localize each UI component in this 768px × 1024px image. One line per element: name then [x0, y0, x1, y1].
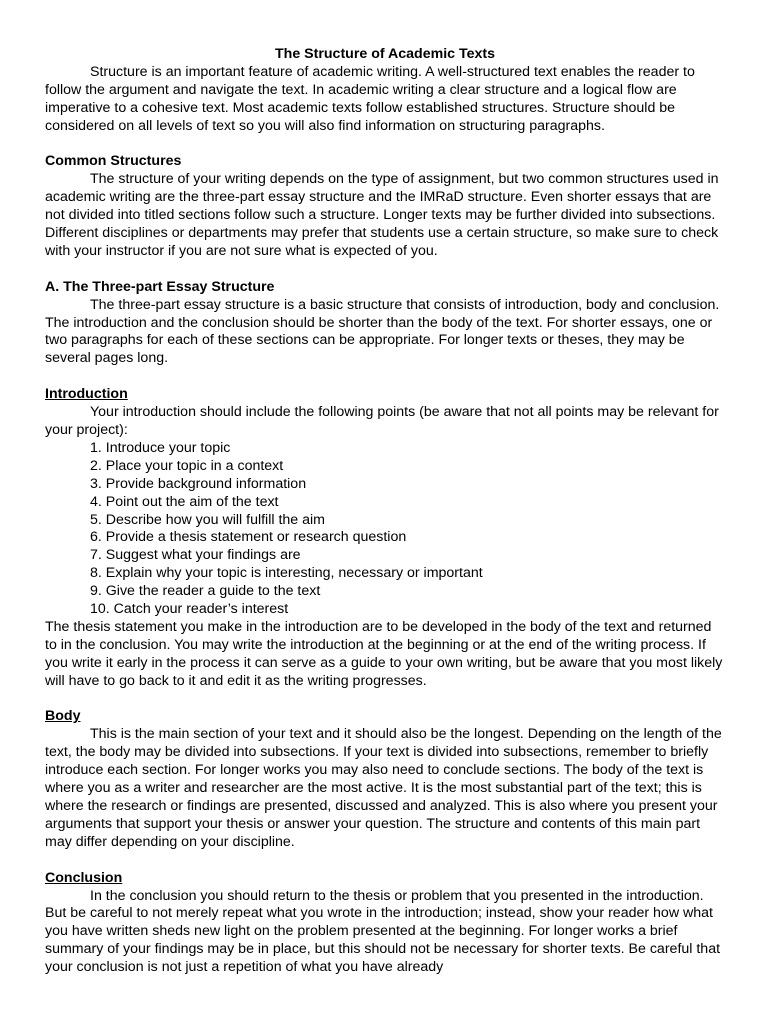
- spacer: [45, 691, 725, 709]
- spacer: [45, 261, 725, 279]
- body-heading: Body: [45, 708, 81, 725]
- three-part-heading: A. The Three-part Essay Structure: [45, 278, 275, 295]
- three-part-paragraph: The three-part essay structure is a basic structure that consists of introduction, body and conclusion. The introduction and the conclusion should be shorter than the body of the text. For shorter essays, one or two paragraphs for each of these sections can be appropriate. For longer texts or theses, they may be several pages long.: [45, 296, 720, 367]
- common-structures-heading: Common Structures: [45, 153, 182, 170]
- list-item: 1. Introduce your topic: [90, 439, 231, 456]
- list-item: 10. Catch your reader’s interest: [90, 601, 289, 618]
- introduction-after-paragraph: The thesis statement you make in the introduction are to be developed in the body of the text and returned to in the conclusion. You may write the introduction at the beginning or at the end of the writing process. If you write it early in the process it can serve as a guide to your own writing, but be aware that you most likely will have to go back to it and edit it as the writing progresses.: [45, 618, 723, 689]
- list-item: 6. Provide a thesis statement or research question: [90, 529, 407, 546]
- list-item: 2. Place your topic in a context: [90, 457, 284, 474]
- document-page: [45, 46, 725, 977]
- body-paragraph: This is the main section of your text and it should also be the longest. Depending on the length of the text, the body may be divided into subsections. If your text is divided into subsections, remember to briefly introduce each section. For longer works you may also need to conclude sections. The body of the text is where you as a writer and researcher are the most active. It is the most substantial part of the text; this is where the research or findings are presented, discussed and analyzed. This is also where you present your arguments that support your thesis or answer your question. The structure and contents of this main part may differ depending on your discipline.: [45, 726, 722, 850]
- list-item: 8. Explain why your topic is interesting, necessary or important: [90, 565, 483, 582]
- list-item: 7. Suggest what your findings are: [90, 547, 301, 564]
- intro-paragraph: Structure is an important feature of academic writing. A well-structured text enables the reader to follow the argument and navigate the text. In academic writing a clear structure and a logical flow are imperative to a cohesive text. Most academic texts follow established structures. Structure should be considered on all levels of text so you will also find information on structuring paragraphs.: [45, 63, 695, 134]
- list-item: 3. Provide background information: [90, 475, 307, 492]
- spacer: [45, 368, 725, 386]
- introduction-points-list: [45, 440, 725, 619]
- conclusion-heading: Conclusion: [45, 869, 123, 886]
- common-structures-paragraph: The structure of your writing depends on the type of assignment, but two common structures used in academic writing are the three-part essay structure and the IMRaD structure. Even shorter essays that are not divided into titled sections follow such a structure. Longer texts may be further divided into subsections. Different disciplines or departments may prefer that students use a certain structure, so make sure to check with your instructor if you are not sure what is expected of you.: [45, 171, 719, 259]
- list-item: 4. Point out the aim of the text: [90, 493, 279, 510]
- spacer: [45, 852, 725, 870]
- conclusion-paragraph: In the conclusion you should return to the thesis or problem that you presented in the introduction. But be careful to not merely repeat what you wrote in the introduction; instead, show your reader how what you have written sheds new light on the problem presented at the beginning. For longer works a brief summary of your findings may be in place, but this should not be necessary for shorter texts. Be careful that your conclusion is not just a repetition of what you have already: [45, 887, 721, 976]
- list-item: 5. Describe how you will fulfill the aim: [90, 511, 325, 528]
- introduction-heading: Introduction: [45, 386, 128, 403]
- spacer: [45, 136, 725, 154]
- list-item: 9. Give the reader a guide to the text: [90, 583, 321, 600]
- introduction-paragraph: Your introduction should include the following points (be aware that not all points may be relevant for your project):: [45, 404, 719, 438]
- document-title: The Structure of Academic Texts: [275, 46, 495, 62]
